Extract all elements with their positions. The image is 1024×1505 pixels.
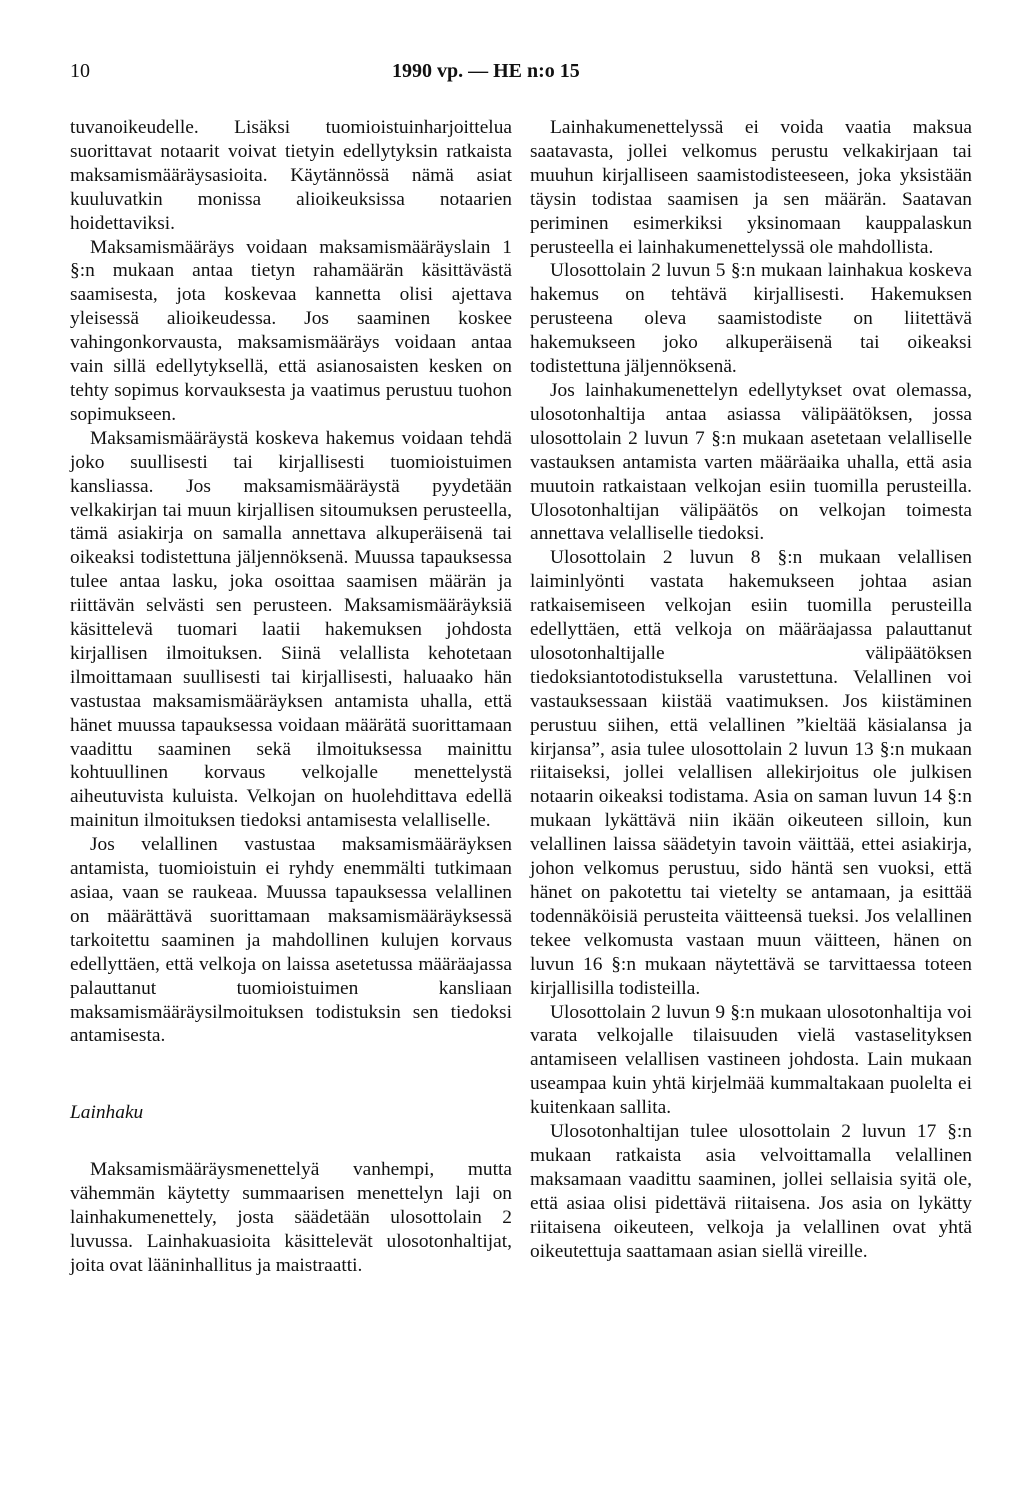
body-paragraph: tuvanoikeudelle. Lisäksi tuomioistuinharjoittelua suorittavat notaarit voivat tietyin edellytyksin ratkaista maksamismääräysasioita. Käytännössä nämä asiat kuuluvatkin monissa alioikeuksissa notaarien hoidettaviksi.	[70, 117, 512, 234]
body-paragraph: Maksamismääräysmenettelyä vanhempi, mutta vähemmän käytetty summaarisen menettelyn laji on lainhakumenettely, josta säädetään ulosottolain 2 luvussa. Lainhakuasioita käsittelevät ulosotonhaltijat, joita ovat lääninhallitus ja maistraatti.	[70, 1159, 512, 1276]
body-paragraph: Ulosottolain 2 luvun 8 §:n mukaan velallisen laiminlyönti vastata hakemukseen johtaa asian ratkaisemiseen velkojan esiin tuomilla perusteilla edellyttäen, että velkoja on määräajassa palauttanut ulosotonhaltijalle välipäätöksen tiedoksiantotodistuksella varustettuna. Velallinen voi vastauksessaan kiistää vaatimuksen. Jos kiistäminen perustuu siihen, että velallinen ”kieltää käsialansa ja kirjansa”, asia tulee ulosottolain 2 luvun 13 §:n mukaan riitaiseksi, jollei velallisen allekirjoitus ole julkisen notaarin oikeaksi todistama. Asia on saman luvun 14 §:n mukaan lykättävä niin ikään oikeuteen silloin, kun velallinen laissa säädetyin tavoin väittää, ettei asiakirja, johon velkomus perustuu, sido häntä sen vuoksi, että hänet on pakotettu tai vietelty se antamaan, ja esittää todennäköisiä perusteita väitteensä tueksi. Jos velallinen tekee velkomusta vastaan muun väitteen, hänen on luvun 16 §:n mukaan näytettävä se tarvittaessa toteen kirjallisilla todisteilla.	[530, 547, 972, 999]
right-column	[530, 116, 972, 1264]
page-header	[0, 60, 1024, 90]
body-paragraph: Ulosottolain 2 luvun 9 §:n mukaan ulosotonhaltija voi varata velkojalle tilaisuuden vielä vastaselityksen antamiseen velallisen vastineen johdosta. Lain mukaan useampaa kuin yhtä kirjelmää kummaltakaan puolelta ei kuitenkaan sallita.	[530, 1001, 972, 1119]
body-paragraph: Lainhakumenettelyssä ei voida vaatia maksua saatavasta, jollei velkomus perustu velkakirjaan tai muuhun kirjalliseen saamistodisteeseen, joka yksistään täysin todistaa saamisen ja sen määrän. Saatavan periminen esimerkiksi yksinomaan kauppalaskun perusteella ei lainhakumenettelyssä ole mahdollista.	[530, 117, 972, 258]
body-paragraph: Jos lainhakumenettelyn edellytykset ovat olemassa, ulosotonhaltija antaa asiassa välipäätöksen, jossa ulosottolain 2 luvun 7 §:n mukaan asetetaan velalliselle vastauksen antamista varten määräaika uhalla, että asia muutoin ratkaistaan velkojan esiin tuomilla perusteilla. Ulosotonhaltijan välipäätös on velkojan toimesta annettava velalliselle tiedoksi.	[530, 379, 972, 545]
page-number: 10	[70, 60, 90, 82]
body-paragraph: Ulosotonhaltijan tulee ulosottolain 2 luvun 17 §:n mukaan ratkaista asia velvoittamalla velallinen maksamaan vaadittu saaminen, jollei sellaisia syitä ole, että asiaa olisi pidettävä riitaisena. Jos asia on lykätty riitaisena oikeuteen, velkoja ja velallinen ovat yhtä oikeutettuja saattamaan asian siellä vireille.	[530, 1121, 972, 1262]
body-paragraph: Maksamismääräystä koskeva hakemus voidaan tehdä joko suullisesti tai kirjallisesti tuomioistuimen kansliassa. Jos maksamismääräystä pyydetään velkakirjan tai muun kirjallisen sitoumuksen perusteella, tämä asiakirja on samalla annettava alkuperäisenä tai oikeaksi todistettuna jäljennöksenä. Muussa tapauksessa tulee antaa lasku, joka osoittaa saamisen määrän ja riittävän selvästi sen perusteen. Maksamismääräyksiä käsittelevä tuomari laatii hakemuksen johdosta kirjallisen ilmoituksen. Siinä velallista kehotetaan ilmoittamaan suullisesti tai kirjallisesti, haluaako hän vastustaa maksamismääräyksen antamista uhalla, että hänet muussa tapauksessa voidaan määrätä suorittamaan vaadittu saaminen sekä ilmoituksessa mainittu kohtuullinen korvaus velkojalle menettelystä aiheutuvista kuluista. Velkojan on huolehdittava edellä mainitun ilmoituksen tiedoksi antamisesta velalliselle.	[70, 427, 512, 832]
running-head: 1990 vp. — HE n:o 15	[392, 60, 580, 82]
body-paragraph: Jos velallinen vastustaa maksamismääräyksen antamista, tuomioistuin ei ryhdy enemmälti tutkimaan asiaa, vaan se raukeaa. Muussa tapauksessa velallinen on määrättävä suorittamaan maksamismääräyksessä tarkoitettu saaminen ja mahdollinen kulujen korvaus edellyttäen, että velkoja on laissa asetetussa määräajassa palauttanut tuomioistuimen kansliaan maksamismääräysilmoituksen todistuksin sen tiedoksi antamisesta.	[70, 834, 512, 1047]
left-column	[70, 116, 512, 1278]
section-heading: Lainhaku	[70, 1102, 144, 1124]
body-paragraph: Maksamismääräys voidaan maksamismääräyslain 1 §:n mukaan antaa tietyn rahamäärän käsittävästä saamisesta, jota koskevaa kannetta olisi ajettava yleisessä alioikeudessa. Jos saaminen koskee vahingonkorvausta, maksamismääräys voidaan antaa vain sillä edellytyksellä, että asianosaisten kesken on tehty sopimus korvauksesta ja vaatimus perustuu tuohon sopimukseen.	[70, 236, 512, 425]
body-paragraph: Ulosottolain 2 luvun 5 §:n mukaan lainhakua koskeva hakemus on tehtävä kirjallisesti. Hakemuksen perusteena oleva saamistodiste on liitettävä hakemukseen joko alkuperäisenä tai oikeaksi todistettuna jäljennöksenä.	[530, 260, 972, 378]
